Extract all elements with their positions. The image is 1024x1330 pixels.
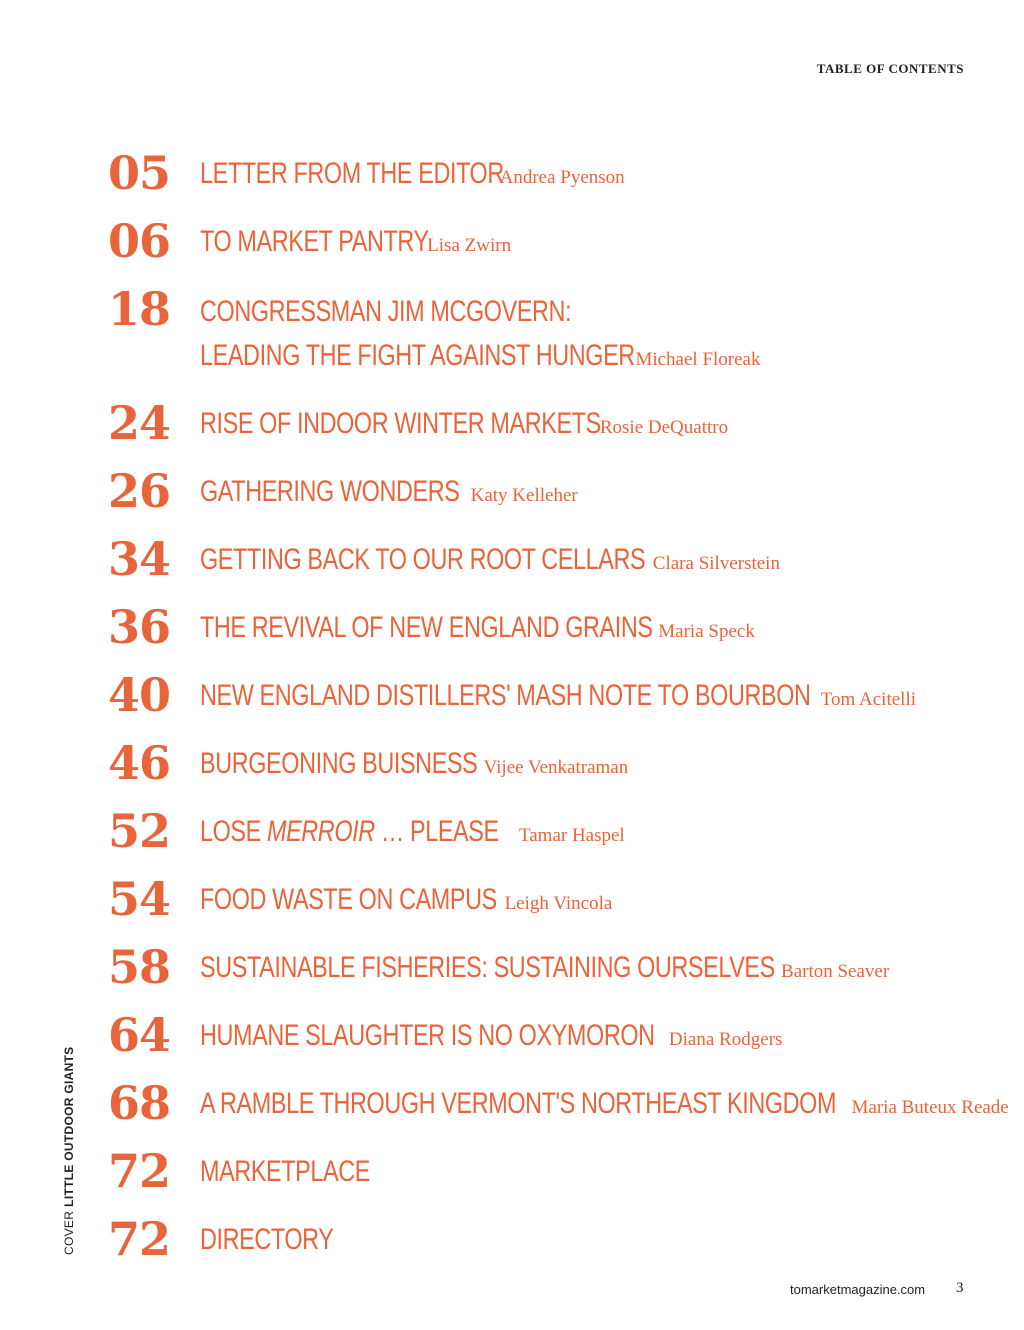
toc-page-number: 06 (107, 214, 170, 268)
toc-title-italic: MERROIR (266, 815, 375, 848)
toc-author: Maria Buteux Reade (851, 1097, 1009, 1118)
section-label: TABLE OF CONTENTS (816, 61, 964, 76)
toc-page-number: 24 (107, 396, 170, 450)
toc-page-number: 72 (107, 1144, 170, 1198)
toc-page-number: 26 (107, 464, 170, 518)
toc-author: Katy Kelleher (470, 485, 578, 506)
toc-author: Michael Floreak (635, 349, 761, 370)
toc-title: THE REVIVAL OF NEW ENGLAND GRAINS (200, 611, 653, 644)
cover-credit (62, 1047, 76, 1255)
toc-author: Tom Acitelli (820, 689, 917, 710)
toc-title: FOOD WASTE ON CAMPUS (200, 883, 497, 916)
toc-title-line2: LEADING THE FIGHT AGAINST HUNGER (200, 339, 635, 372)
toc-author: Barton Seaver (781, 961, 890, 982)
toc-title: GATHERING WONDERS (200, 475, 460, 508)
toc-author: Leigh Vincola (504, 893, 613, 914)
toc-page-number: 34 (107, 532, 170, 586)
toc-page-number: 52 (107, 804, 170, 858)
toc-title: SUSTAINABLE FISHERIES: SUSTAINING OURSELVES (200, 951, 775, 984)
toc-page-number: 72 (107, 1212, 170, 1266)
toc-page-number: 36 (107, 600, 170, 654)
toc-page-number: 40 (107, 668, 170, 722)
toc-title: A RAMBLE THROUGH VERMONT'S NORTHEAST KINGDOM (200, 1087, 837, 1120)
toc-author: Andrea Pyenson (499, 167, 625, 188)
toc-page-number: 18 (107, 282, 170, 336)
toc-author: Tamar Haspel (518, 825, 625, 846)
toc-title: TO MARKET PANTRY (200, 225, 429, 258)
toc-title-line1: CONGRESSMAN JIM MCGOVERN: (200, 295, 572, 328)
toc-title: BURGEONING BUISNESS (200, 747, 478, 780)
toc-page-number: 54 (107, 872, 170, 926)
toc-title: NEW ENGLAND DISTILLERS' MASH NOTE TO BOURBON (200, 679, 811, 712)
toc-title: LETTER FROM THE EDITOR (200, 157, 504, 190)
toc-title: GETTING BACK TO OUR ROOT CELLARS (200, 543, 646, 576)
toc-title: RISE OF INDOOR WINTER MARKETS (200, 407, 601, 440)
toc-page-number: 46 (107, 736, 170, 790)
toc-title-post: … PLEASE (374, 815, 499, 848)
toc-author: Maria Speck (658, 621, 755, 642)
toc-page-number: 05 (107, 146, 170, 200)
footer-website[interactable]: tomarketmagazine.com (790, 1282, 926, 1297)
toc-title: HUMANE SLAUGHTER IS NO OXYMORON (200, 1019, 655, 1052)
toc-author: Rosie DeQuattro (599, 417, 729, 438)
cover-credit-prefix: COVER (62, 1210, 76, 1255)
cover-credit-name: LITTLE OUTDOOR GIANTS (62, 1046, 76, 1207)
toc-author: Diana Rodgers (668, 1029, 783, 1050)
toc-author: Clara Silverstein (652, 553, 780, 574)
toc-title: MARKETPLACE (200, 1155, 370, 1188)
footer-page-number: 3 (956, 1280, 964, 1296)
toc-author: Vijee Venkatraman (483, 757, 629, 778)
toc-title-pre: LOSE (200, 815, 267, 848)
toc-page-number: 64 (107, 1008, 170, 1062)
toc-page-number: 68 (107, 1076, 170, 1130)
toc-page-number: 58 (107, 940, 170, 994)
toc-author: Lisa Zwirn (427, 235, 512, 256)
toc-title: DIRECTORY (200, 1223, 334, 1256)
